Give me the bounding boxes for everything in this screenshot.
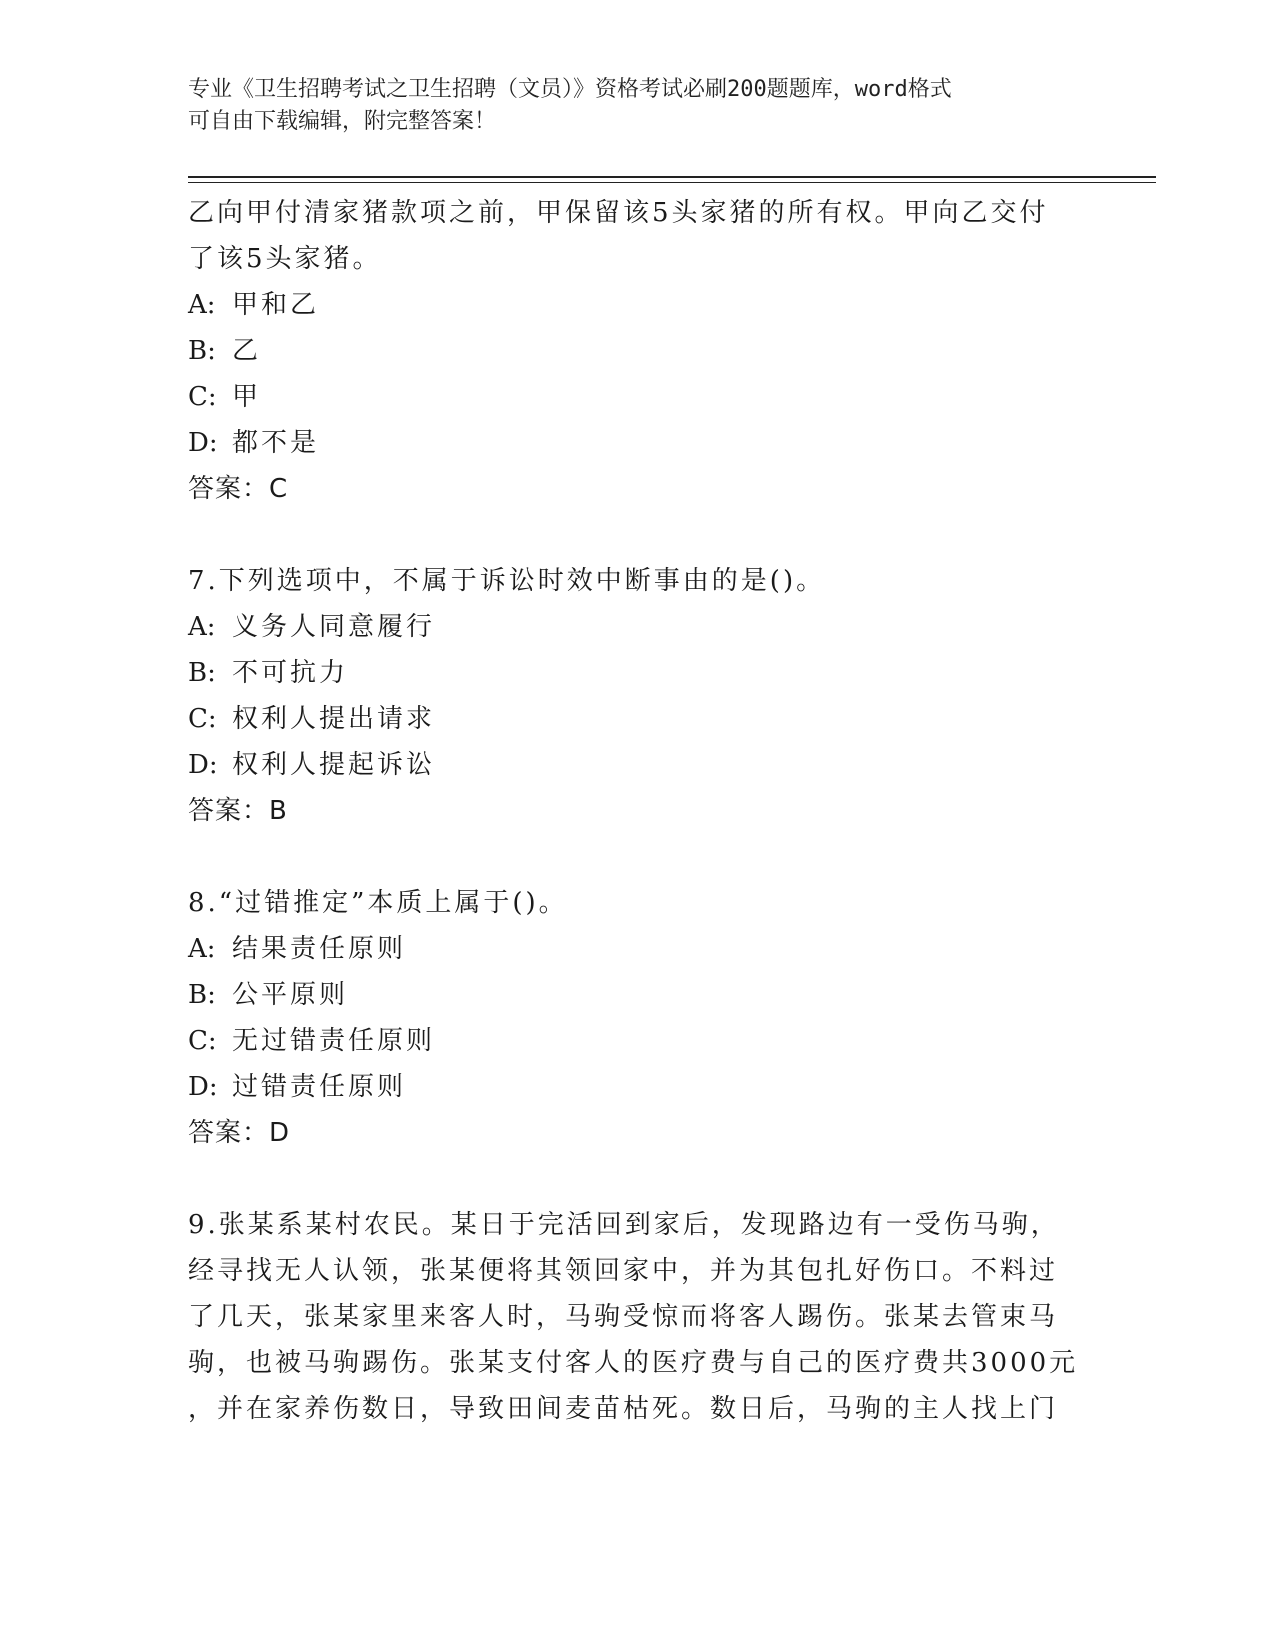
question-7	[188, 558, 1088, 834]
option-letter: C:	[188, 704, 217, 734]
header-title-line-1: 专业《卫生招聘考试之卫生招聘（文员）》资格考试必刷200题题库，word格式	[188, 77, 952, 102]
option-text: 权利人提起诉讼	[232, 750, 436, 780]
option-letter: A:	[188, 612, 216, 642]
question-9	[188, 1202, 1088, 1432]
option-letter: B:	[188, 980, 216, 1010]
document-header	[188, 74, 1068, 138]
header-title-line-2: 可自由下载编辑，附完整答案！	[188, 109, 497, 134]
option-b	[188, 650, 1088, 696]
option-letter: C:	[188, 382, 217, 412]
option-letter: B:	[188, 658, 216, 688]
option-text: 义务人同意履行	[232, 612, 436, 642]
option-text: 结果责任原则	[232, 934, 407, 964]
option-letter: B:	[188, 336, 216, 366]
option-text: 权利人提出请求	[232, 704, 436, 734]
question-stem-line: 9.张某系某村农民。某日于完活回到家后，发现路边有一受伤马驹，	[188, 1210, 1060, 1240]
question-6-continued	[188, 190, 1088, 512]
option-c	[188, 696, 1088, 742]
question-stem-line: 了该5头家猪。	[188, 244, 382, 274]
question-content	[188, 190, 1088, 1432]
option-letter: D:	[188, 750, 218, 780]
option-c	[188, 1018, 1088, 1064]
header-divider-thick	[188, 176, 1156, 178]
answer-label: 答案：B	[188, 796, 288, 826]
option-d	[188, 742, 1088, 788]
option-b	[188, 972, 1088, 1018]
option-b	[188, 328, 1088, 374]
option-letter: D:	[188, 428, 218, 458]
question-stem-line: 了几天，张某家里来客人时，马驹受惊而将客人踢伤。张某去管束马	[188, 1302, 1059, 1332]
question-stem-line: 乙向甲付清家猪款项之前，甲保留该5头家猪的所有权。甲向乙交付	[188, 198, 1049, 228]
option-text: 不可抗力	[232, 658, 349, 688]
option-text: 都不是	[232, 428, 320, 458]
option-d	[188, 420, 1088, 466]
option-a	[188, 604, 1088, 650]
option-text: 无过错责任原则	[232, 1026, 436, 1056]
option-text: 过错责任原则	[232, 1072, 407, 1102]
header-divider-thin	[188, 182, 1156, 183]
option-letter: C:	[188, 1026, 217, 1056]
option-text: 甲和乙	[232, 290, 320, 320]
answer-label: 答案：C	[188, 474, 289, 504]
option-d	[188, 1064, 1088, 1110]
option-letter: A:	[188, 290, 216, 320]
option-a	[188, 282, 1088, 328]
option-text: 公平原则	[232, 980, 349, 1010]
option-letter: D:	[188, 1072, 218, 1102]
question-stem-line: 经寻找无人认领，张某便将其领回家中，并为其包扎好伤口。不料过	[188, 1256, 1059, 1286]
question-stem: 8.“过错推定”本质上属于()。	[188, 888, 568, 918]
option-c	[188, 374, 1088, 420]
option-letter: A:	[188, 934, 216, 964]
question-stem-line: ，并在家养伤数日，导致田间麦苗枯死。数日后，马驹的主人找上门	[188, 1394, 1059, 1424]
question-stem: 7.下列选项中，不属于诉讼时效中断事由的是()。	[188, 566, 826, 596]
option-text: 甲	[232, 382, 262, 412]
question-stem-line: 驹，也被马驹踢伤。张某支付客人的医疗费与自己的医疗费共3000元	[188, 1348, 1079, 1378]
option-a	[188, 926, 1088, 972]
question-8	[188, 880, 1088, 1156]
answer-label: 答案：D	[188, 1118, 291, 1148]
option-text: 乙	[232, 336, 262, 366]
